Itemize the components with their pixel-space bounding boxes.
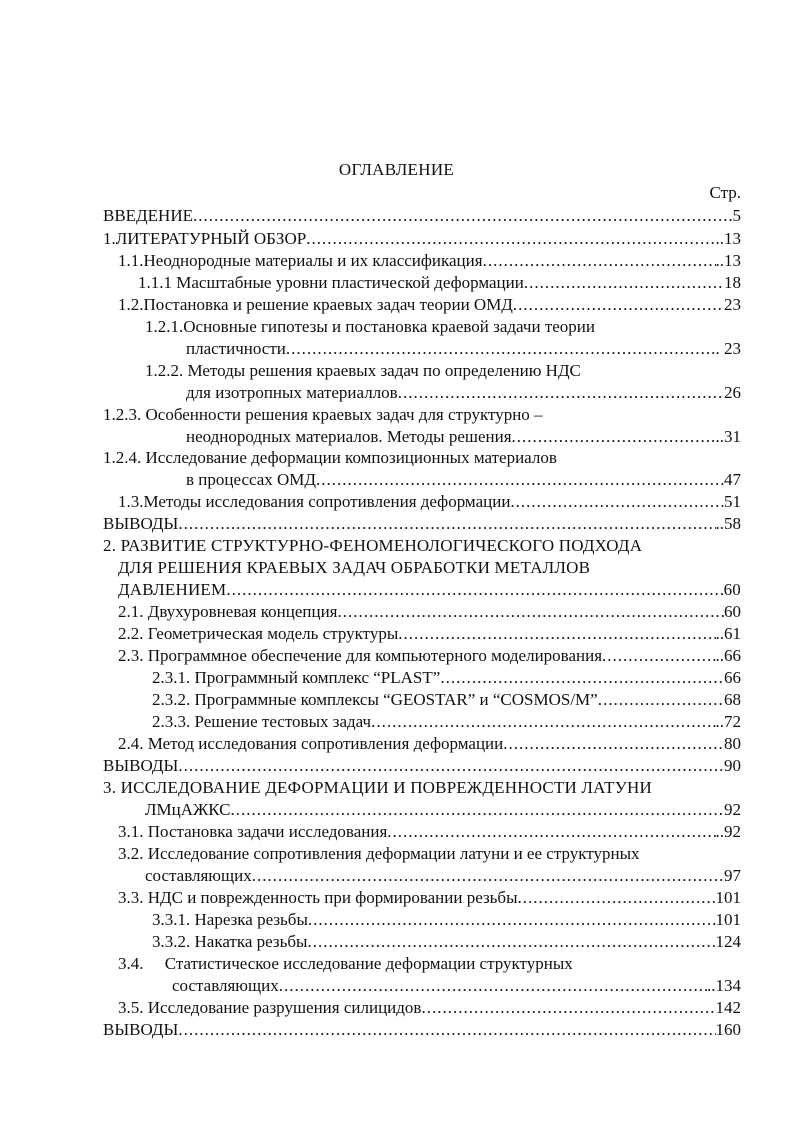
toc-entry-page: 5 (732, 206, 741, 225)
toc-leader-dots (193, 205, 733, 227)
toc-entry-text: неоднородных материалов. Методы решения (186, 427, 512, 446)
toc-entry-page: 18 (724, 273, 741, 292)
toc-entry (118, 294, 741, 316)
toc-leader-dots (510, 491, 724, 513)
toc-entry (118, 579, 741, 601)
toc-entry-text: 3.2. Исследование сопротивления деформации латуни и ее структурных (118, 844, 640, 863)
toc-leader-dots (598, 689, 724, 711)
toc-entry (152, 909, 741, 931)
toc-entry-page: ..13 (715, 251, 741, 270)
toc-entry-text: ВЫВОДЫ (103, 514, 179, 533)
toc-leader-dots (178, 755, 724, 777)
toc-entry (118, 491, 741, 513)
toc-leader-dots (286, 338, 716, 360)
toc-leader-dots (398, 382, 724, 404)
toc-entry-text: 3.4. Статистическое исследование деформации структурных (118, 954, 573, 973)
toc-entry (118, 821, 741, 843)
toc-entry-text: 2.2. Геометрическая модель структуры (118, 624, 399, 643)
toc-leader-dots (307, 931, 715, 953)
toc-entry (103, 447, 557, 469)
toc-entry (118, 623, 741, 645)
toc-leader-dots (398, 623, 715, 645)
toc-entry-page: ..13 (715, 229, 741, 248)
toc-entry-text: ВВЕДЕНИЕ (103, 206, 193, 225)
toc-leader-dots (178, 513, 715, 535)
toc-entry (103, 1019, 741, 1041)
toc-entry-text: 1.2.3. Особенности решения краевых задач для структурно – (103, 405, 543, 424)
toc-entry (118, 733, 741, 755)
toc-entry (145, 360, 581, 382)
toc-entry-text: 1.1.1 Масштабные уровни пластической деформации (138, 273, 524, 292)
toc-entry (138, 272, 741, 294)
toc-entry-text: 2.3. Программное обеспечение для компьютерного моделирования (118, 646, 603, 665)
toc-entry-page: 90 (724, 756, 741, 775)
toc-entry-text: составляющих (172, 976, 279, 995)
toc-entry-page: 80 (724, 734, 741, 753)
toc-leader-dots (252, 865, 724, 887)
toc-entry-text: 3.5. Исследование разрушения силицидов (118, 998, 422, 1017)
toc-entry-page: 66 (724, 668, 741, 687)
toc-entry-text: 1.3.Методы исследования сопротивления деформации (118, 492, 511, 511)
toc-entry-page: 60 (724, 602, 741, 621)
toc-entry-page: ..61 (715, 624, 741, 643)
toc-entry (103, 205, 741, 227)
toc-leader-dots (371, 711, 715, 733)
toc-leader-dots (512, 426, 716, 448)
toc-entry-text: для изотропных материаллов (186, 383, 398, 402)
toc-entry-text: ДАВЛЕНИЕМ (118, 580, 227, 599)
toc-entry (152, 689, 741, 711)
toc-leader-dots (602, 645, 715, 667)
toc-leader-dots (337, 601, 724, 623)
toc-entry-text: 3.3.1. Нарезка резьбы (152, 910, 308, 929)
toc-entry (145, 865, 741, 887)
toc-leader-dots (421, 997, 715, 1019)
toc-leader-dots (483, 250, 716, 272)
toc-entry (118, 645, 741, 667)
toc-leader-dots (308, 909, 716, 931)
toc-entry (186, 469, 741, 491)
toc-leader-dots (513, 294, 724, 316)
toc-entry (103, 535, 642, 557)
toc-leader-dots (503, 733, 724, 755)
page-column-label: Стр. (709, 183, 741, 202)
toc-entry (186, 338, 741, 360)
toc-entry (118, 250, 741, 272)
toc-entry (172, 975, 741, 997)
page-title: ОГЛАВЛЕНИЕ (338, 160, 455, 179)
toc-entry-text: ЛМцАЖКС (145, 800, 231, 819)
toc-entry-page: 26 (724, 383, 741, 402)
toc-entry-text: пластичности (186, 339, 286, 358)
toc-entry-page: 60 (723, 580, 741, 599)
toc-entry-page: 47 (724, 470, 741, 489)
toc-entry (145, 799, 741, 821)
toc-entry (152, 931, 741, 953)
toc-entry-text: ДЛЯ РЕШЕНИЯ КРАЕВЫХ ЗАДАЧ ОБРАБОТКИ МЕТАЛЛОВ (118, 558, 591, 577)
toc-entry-text: в процессах ОМД (186, 470, 317, 489)
toc-entry (103, 777, 652, 799)
toc-entry (103, 228, 741, 250)
toc-entry (103, 404, 543, 426)
toc-entry-text: 3.3. НДС и поврежденность при формировании резьбы (118, 888, 518, 907)
toc-entry-page: 101 (715, 888, 741, 907)
toc-entry-page: 97 (724, 866, 741, 885)
toc-entry-text: составляющих (145, 866, 252, 885)
toc-entry-page: 124 (715, 932, 741, 951)
toc-entry-page: 92 (724, 800, 741, 819)
toc-leader-dots (440, 667, 724, 689)
toc-entry-page: . 23 (715, 339, 741, 358)
toc-entry-page: ..31 (715, 427, 741, 446)
toc-entry-page: ..134 (707, 976, 741, 995)
toc-entry-page: 101 (715, 910, 741, 929)
toc-leader-dots (306, 228, 715, 250)
toc-entry (186, 426, 741, 448)
toc-entry (152, 667, 741, 689)
toc-entry-text: 2.3.1. Программный комплекс “PLAST” (152, 668, 441, 687)
toc-entry (103, 755, 741, 777)
toc-leader-dots (524, 272, 724, 294)
toc-entry-text: 3. ИССЛЕДОВАНИЕ ДЕФОРМАЦИИ И ПОВРЕЖДЕННОСТИ ЛАТУНИ (103, 778, 652, 797)
toc-entry-page: 142 (715, 998, 741, 1017)
toc-entry-text: 2.3.2. Программные комплексы “GEOSTAR” и “COSMOS/M” (152, 690, 598, 709)
toc-entry-page: 160 (715, 1020, 741, 1039)
toc-entry-text: 1.2.1.Основные гипотезы и постановка краевой задачи теории (145, 317, 595, 336)
toc-entry-page: 68 (724, 690, 741, 709)
toc-entry-text: 1.2.Постановка и решение краевых задач теории ОМД (118, 295, 513, 314)
toc-entry (118, 557, 590, 579)
toc-entry (118, 997, 741, 1019)
toc-entry-text: 1.1.Неоднородные материалы и их классификация (118, 251, 483, 270)
toc-entry (103, 513, 741, 535)
toc-entry-text: 2.3.3. Решение тестовых задач (152, 712, 372, 731)
toc-entry-page: ..92 (715, 822, 741, 841)
toc-leader-dots (387, 821, 715, 843)
toc-entry-page: 51 (724, 492, 741, 511)
toc-leader-dots (518, 887, 716, 909)
toc-entry-text: 2. РАЗВИТИЕ СТРУКТУРНО-ФЕНОМЕНОЛОГИЧЕСКОГО ПОДХОДА (103, 536, 643, 555)
toc-entry (145, 316, 595, 338)
toc-entry-text: 1.2.4. Исследование деформации композиционных материалов (103, 448, 557, 467)
toc-entry (186, 382, 741, 404)
toc-leader-dots (226, 579, 723, 601)
toc-entry-text: 1.2.2. Методы решения краевых задач по определению НДС (145, 361, 581, 380)
toc-entry-page: ..72 (715, 712, 741, 731)
toc-leader-dots (178, 1019, 715, 1041)
toc-entry (118, 843, 640, 865)
toc-entry (152, 711, 741, 733)
toc-leader-dots (231, 799, 724, 821)
toc-entry-text: 3.1. Постановка задачи исследования (118, 822, 388, 841)
toc-entry-text: ВЫВОДЫ (103, 756, 179, 775)
toc-entry-page: ..58 (715, 514, 741, 533)
toc-entry-page: ..66 (715, 646, 741, 665)
toc-entry-page: 23 (724, 295, 741, 314)
toc-entry-text: 3.3.2. Накатка резьбы (152, 932, 308, 951)
toc-leader-dots (316, 469, 724, 491)
toc-entry (118, 953, 573, 975)
toc-leader-dots (279, 975, 707, 997)
toc-entry (118, 887, 741, 909)
toc-entry (118, 601, 741, 623)
toc-entry-text: 2.4. Метод исследования сопротивления деформации (118, 734, 504, 753)
toc-entry-text: 1.ЛИТЕРАТУРНЫЙ ОБЗОР (103, 229, 307, 248)
toc-entry-text: ВЫВОДЫ (103, 1020, 179, 1039)
toc-entry-text: 2.1. Двухуровневая концепция (118, 602, 338, 621)
